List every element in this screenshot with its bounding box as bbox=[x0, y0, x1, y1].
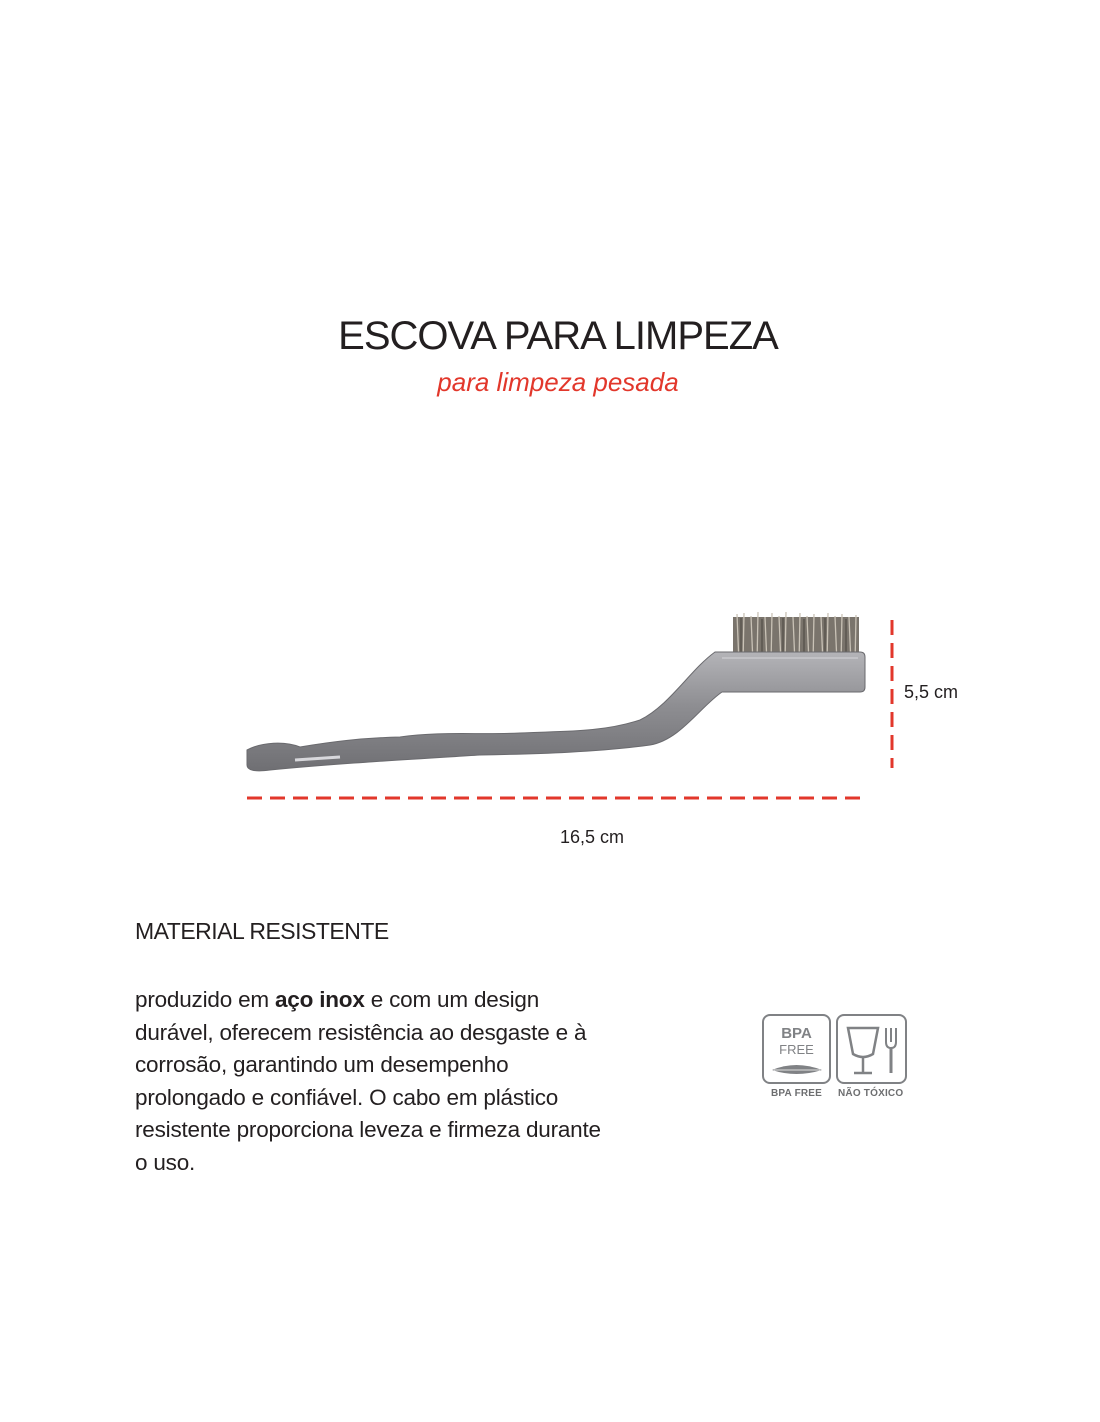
page-subtitle: para limpeza pesada bbox=[437, 367, 679, 397]
section-heading: MATERIAL RESISTENTE bbox=[135, 918, 389, 944]
description-text-start: produzido em bbox=[135, 987, 275, 1012]
non-toxic-icon bbox=[837, 1015, 906, 1083]
bpa-free-icon bbox=[763, 1015, 830, 1083]
bpa-logo-line2: FREE bbox=[779, 1042, 814, 1057]
product-description bbox=[135, 984, 605, 1179]
bpa-logo-line1: BPA bbox=[781, 1025, 812, 1042]
non-toxic-caption: NÃO TÓXICO bbox=[838, 1088, 904, 1099]
length-label: 16,5 cm bbox=[560, 827, 625, 847]
brush-handle bbox=[247, 652, 865, 771]
page-title: ESCOVA PARA LIMPEZA bbox=[338, 314, 778, 358]
description-bold-material: aço inox bbox=[274, 987, 365, 1012]
bpa-free-caption: BPA FREE bbox=[771, 1088, 823, 1099]
description-text-end: e com um design durável, oferecem resistência ao desgaste e à corrosão, garantindo um desempenho prolongado e confiável. O cabo em plástico resistente proporciona leveza e firmeza durante o uso. bbox=[135, 987, 601, 1175]
certification-badges bbox=[760, 1012, 920, 1092]
height-label: 5,5 cm bbox=[904, 682, 959, 702]
